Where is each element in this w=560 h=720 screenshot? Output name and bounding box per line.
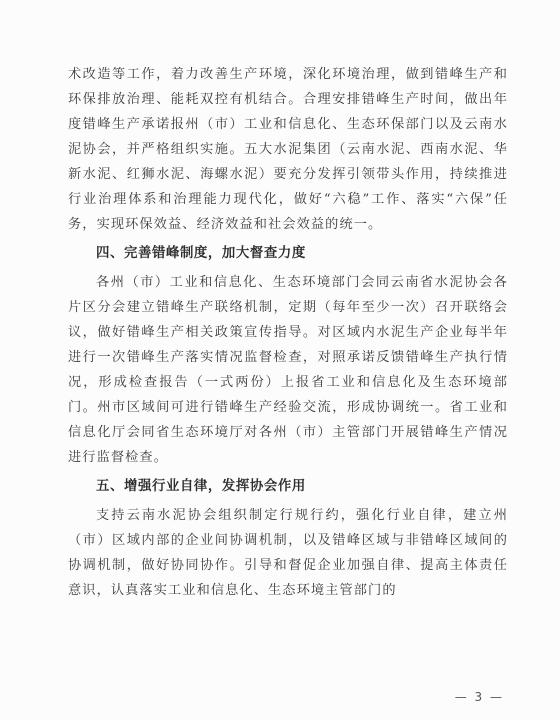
page-number: — 3 —: [454, 690, 504, 704]
body-paragraph: 各州（市）工业和信息化、生态环境部门会同云南省水泥协会各片区分会建立错峰生产联络机制，定期（每年至少一次）召开联络会议，做好错峰生产相关政策宣传指导。对区域内水泥生产企业每半年进行一次错峰生产落实情况监督检查，对照承诺反馈错峰生产执行情况，形成检查报告（一式两份）上报省工业和信息化及生态环境部门。州市区域间可进行错峰生产经验交流，形成协调统一。省工业和信息化厅会同省生态环境厅对各州（市）主管部门开展错峰生产情况进行监督检查。: [68, 275, 508, 465]
section-heading: 五、增强行业自律，发挥协会作用: [96, 479, 306, 494]
body-paragraph: 支持云南水泥协会组织制定行规行约，强化行业自律，建立州（市）区域内部的企业间协调机制，以及错峰区域与非错峰区域间的协调机制，做好协同协作。引导和督促企业加强自律、提高主体责任意识，认真落实工业和信息化、生态环境主管部门的: [68, 508, 508, 598]
body-paragraph: 术改造等工作，着力改善生产环境，深化环境治理，做到错峰生产和环保排放治理、能耗双控有机结合。合理安排错峰生产时间，做出年度错峰生产承诺报州（市）工业和信息化、生态环保部门以及云南水泥协会，并严格组织实施。五大水泥集团（云南水泥、西南水泥、华新水泥、红狮水泥、海螺水泥）要充分发挥引领带头作用，持续推进行业治理体系和治理能力现代化，做好“六稳”工作、落实“六保”任务，实现环保效益、经济效益和社会效益的统一。: [68, 67, 508, 232]
section-heading: 四、完善错峰制度，加大督查力度: [96, 246, 306, 261]
